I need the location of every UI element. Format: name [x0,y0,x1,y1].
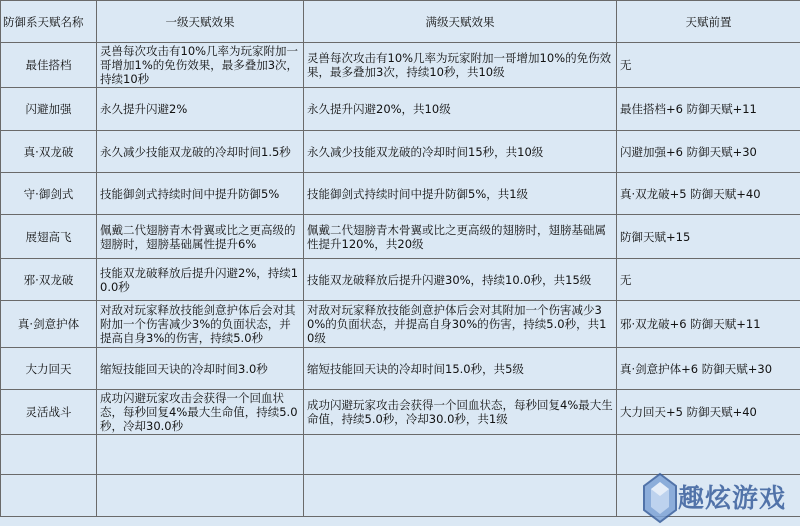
level1-effect: 成功闪避玩家攻击会获得一个回血状态，每秒回复4%最大生命值，持续5.0秒，冷却30.0秒 [97,390,304,435]
empty-cell [97,435,304,475]
max-effect: 灵兽每次攻击有10%几率为玩家附加一哥增加10%的免伤效果，最多叠加3次，持续10秒，共10级 [304,43,617,88]
header-row [1,1,800,43]
prerequisite: 防御天赋+15 [617,215,800,259]
table-row [1,43,800,88]
table-row [1,390,800,435]
max-effect: 缩短技能回天诀的冷却时间15.0秒，共5级 [304,348,617,390]
table-row [1,215,800,259]
prerequisite: 无 [617,259,800,301]
level1-effect: 永久减少技能双龙破的冷却时间1.5秒 [97,131,304,173]
max-effect: 成功闪避玩家攻击会获得一个回血状态，每秒回复4%最大生命值，持续5.0秒，冷却30.0秒，共1级 [304,390,617,435]
empty-cell [617,435,800,475]
empty-cell [1,435,97,475]
level1-effect: 技能双龙破释放后提升闪避2%，持续10.0秒 [97,259,304,301]
table-row [1,259,800,301]
level1-effect: 佩戴二代翅膀青木骨翼或比之更高级的翅膀时，翅膀基础属性提升6% [97,215,304,259]
prerequisite: 真·双龙破+5 防御天赋+40 [617,173,800,215]
prerequisite: 邪·双龙破+6 防御天赋+11 [617,301,800,348]
max-effect: 永久提升闪避20%，共10级 [304,88,617,131]
talent-name: 守·御剑式 [1,173,97,215]
prerequisite: 真·剑意护体+6 防御天赋+30 [617,348,800,390]
level1-effect: 灵兽每次攻击有10%几率为玩家附加一哥增加1%的免伤效果，最多叠加3次，持续10秒 [97,43,304,88]
talent-name: 最佳搭档 [1,43,97,88]
max-effect: 技能御剑式持续时间中提升防御5%，共1级 [304,173,617,215]
talent-name: 真·双龙破 [1,131,97,173]
watermark [640,470,800,526]
empty-cell [97,475,304,517]
empty-cell [304,435,617,475]
table-row [1,348,800,390]
talent-name: 展翅高飞 [1,215,97,259]
prerequisite: 最佳搭档+6 防御天赋+11 [617,88,800,131]
table-row [1,301,800,348]
level1-effect: 缩短技能回天诀的冷却时间3.0秒 [97,348,304,390]
talent-name: 邪·双龙破 [1,259,97,301]
talent-name: 大力回天 [1,348,97,390]
crystal-logo-icon [640,472,680,524]
max-effect: 永久减少技能双龙破的冷却时间15秒，共10级 [304,131,617,173]
empty-cell [1,475,97,517]
talent-name: 灵活战斗 [1,390,97,435]
prerequisite: 闪避加强+6 防御天赋+30 [617,131,800,173]
level1-effect: 对敌对玩家释放技能剑意护体后会对其附加一个伤害减少3%的负面状态，并提高自身3%的伤害，持续5.0秒 [97,301,304,348]
max-effect: 佩戴二代翅膀青木骨翼或比之更高级的翅膀时，翅膀基础属性提升120%，共20级 [304,215,617,259]
header-max-effect: 满级天赋效果 [304,1,617,43]
header-prerequisite: 天赋前置 [617,1,800,43]
header-level1-effect: 一级天赋效果 [97,1,304,43]
table-row [1,88,800,131]
max-effect: 技能双龙破释放后提升闪避30%，持续10.0秒，共15级 [304,259,617,301]
level1-effect: 技能御剑式持续时间中提升防御5% [97,173,304,215]
level1-effect: 永久提升闪避2% [97,88,304,131]
header-talent-name: 防御系天赋名称 [1,1,97,43]
empty-cell [304,475,617,517]
talent-name: 闪避加强 [1,88,97,131]
prerequisite: 无 [617,43,800,88]
table-row [1,131,800,173]
table-row-empty [1,435,800,475]
watermark-text: 趣炫游戏 [678,484,787,514]
prerequisite: 大力回天+5 防御天赋+40 [617,390,800,435]
table-row [1,173,800,215]
max-effect: 对敌对玩家释放技能剑意护体后会对其附加一个伤害减少30%的负面状态，并提高自身30%的伤害，持续5.0秒，共10级 [304,301,617,348]
talent-name: 真·剑意护体 [1,301,97,348]
